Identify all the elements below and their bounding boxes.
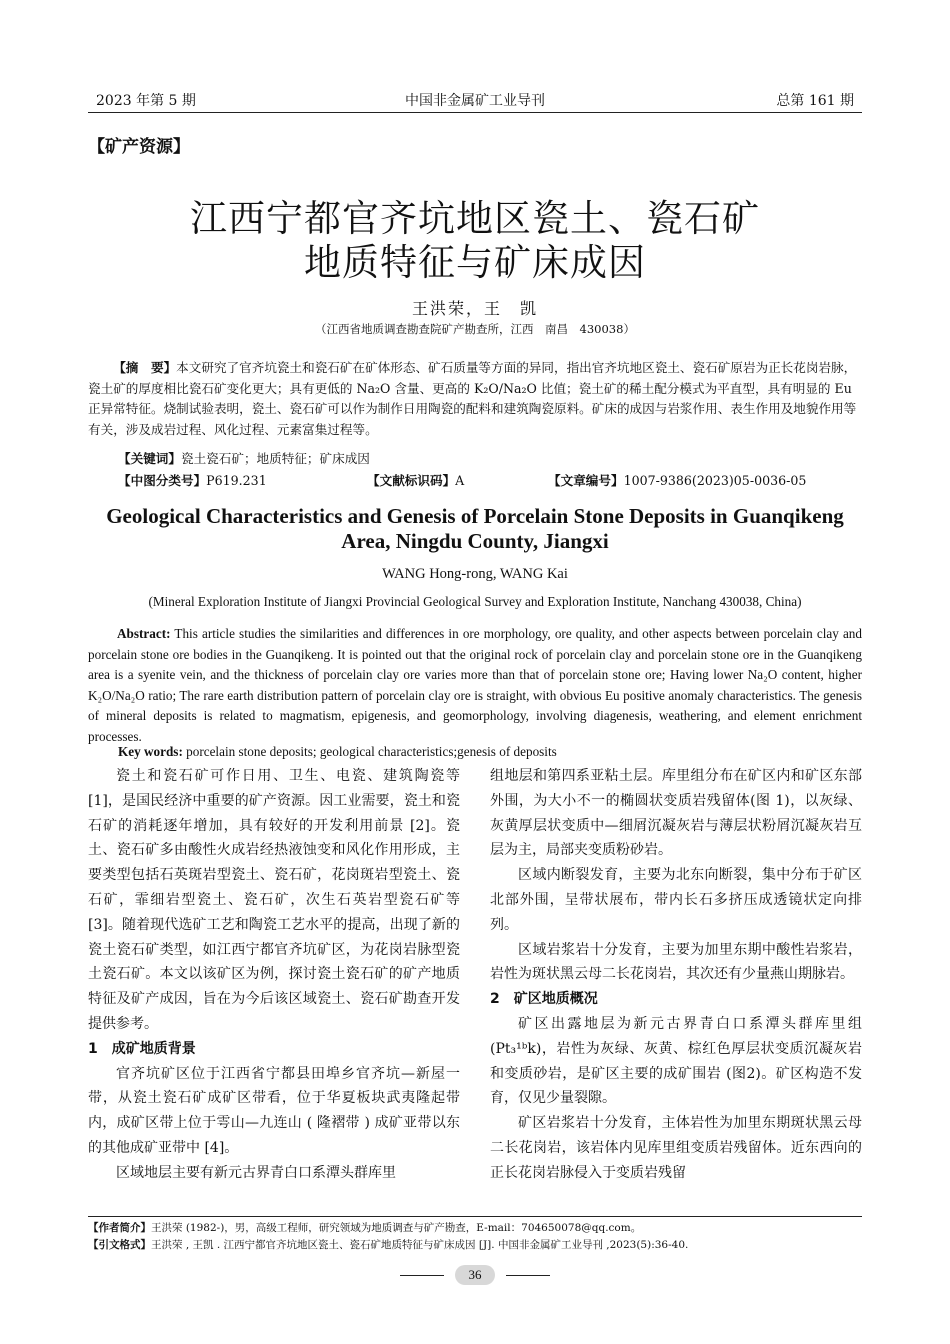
abstract-en [88, 624, 862, 747]
page-number: 36 [455, 1265, 495, 1285]
doc-label: 【文献标识码】 [367, 473, 456, 488]
authors-en: WANG Hong-rong, WANG Kai [382, 566, 568, 582]
doc-value: A [455, 473, 465, 488]
body-paragraph: 矿区岩浆岩十分发育，主体岩性为加里东期斑状黑云母二长花岗岩，该岩体内见库里组变质岩残留体。近东西向的正长花岗岩脉侵入于变质岩残留 [490, 1115, 862, 1181]
title-en-line1: Geological Characteristics and Genesis of Porcelain Stone Deposits in Guanqikeng [106, 504, 844, 528]
body-paragraph: 区域岩浆岩十分发育，主要为加里东期中酸性岩浆岩，岩性为斑状黑云母二长花岗岩，其次还有少量燕山期脉岩。 [490, 941, 862, 983]
section-heading-2: 2 矿区地质概况 [490, 991, 598, 1008]
body-paragraph: 组地层和第四系亚粘土层。库里组分布在矿区内和矿区东部外围，为大小不一的椭圆状变质岩残留体(图 1)，以灰绿、灰黄厚层状变质中—细屑沉凝灰岩与薄层状粉屑沉凝灰岩互层为主，局部夹变质粉砂岩。 [490, 768, 862, 859]
footnote-cite-label: 【引文格式】 [88, 1239, 151, 1251]
keywords-cn [118, 448, 370, 467]
article-number [548, 470, 806, 489]
footnote-author-label: 【作者简介】 [88, 1222, 151, 1234]
keywords-cn-label: 【关键词】 [118, 451, 181, 466]
abstract-cn-label: 【摘 要】 [113, 360, 177, 375]
abstract-en-text: This article studies the similarities and differences in ore morphology, ore quality, and other aspects between porcelain clay and porcelain stone ore bodies in the Guanqikeng. It is pointed out that the original rock of porcelain clay and porcelain stone ore in the Guanqikeng area is a syenite vein, and the thickness of porcelain clay ore varies more than that of porcelain stone ore; Having lower Na₂O content, higher K₂O/Na₂O ratio; The rare earth distribution pattern of porcelain clay ore is straight, with obvious Eu positive anomaly characteristics. The genesis of mineral deposits is related to magmatism, epigenesis, and geomorphology, involving diagenesis, weathering, and element enrichment processes. [88, 626, 862, 744]
page-number-rule-right [506, 1275, 550, 1276]
body-paragraph: 区域内断裂发育，主要为北东向断裂，集中分布于矿区北部外围，呈带状展布，带内长石多挤压成透镜状定向排列。 [490, 867, 862, 933]
header-rule [88, 112, 862, 113]
header-total: 总第 161 期 [776, 93, 854, 109]
affiliation-en: (Mineral Exploration Institute of Jiangxi Provincial Geological Survey and Exploration Institute, Nanchang 430038, China) [148, 594, 802, 609]
header-journal: 中国非金属矿工业导刊 [405, 93, 545, 109]
footnote-citation [88, 1237, 688, 1252]
abstract-cn-text: 本文研究了官齐坑瓷土和瓷石矿在矿体形态、矿石质量等方面的异同，指出官齐坑地区瓷土、瓷石矿原岩为正长花岗岩脉，瓷土矿的厚度相比瓷石矿变化更大；具有更低的 Na₂O 含量、更高的 K₂O/Na₂O 比值；瓷土矿的稀土配分模式为平直型，具有明显的 Eu 正异常特征。烧制试验表明，瓷土、瓷石矿可以作为制作日用陶瓷的配料和建筑陶瓷原料。矿床的成因与岩浆作用、表生作用及地貌作用等有关，涉及成岩过程、风化过程、元素富集过程等。 [88, 360, 857, 437]
keywords-en-text: porcelain stone deposits; geological characteristics;genesis of deposits [186, 744, 557, 759]
abstract-cn [88, 358, 862, 440]
section-tag: 【矿产资源】 [88, 137, 190, 157]
art-label: 【文章编号】 [548, 473, 624, 488]
body-paragraph: 区域地层主要有新元古界青白口系潭头群库里 [116, 1164, 396, 1181]
body-paragraph: 官齐坑矿区位于江西省宁都县田埠乡官齐坑—新屋一带，从瓷土瓷石矿成矿区带看，位于华夏板块武夷隆起带内，成矿区带上位于雩山—九连山 ( 隆褶带 ) 成矿亚带以东的其他成矿亚带中 [4]。 [88, 1065, 460, 1156]
keywords-en [118, 744, 557, 760]
clc-number [118, 470, 267, 489]
footnote-rule [88, 1216, 862, 1217]
title-cn-line1: 江西宁都官齐坑地区瓷土、瓷石矿 [190, 197, 760, 240]
body-right-column [490, 764, 862, 1186]
title-en-line2: Area, Ningdu County, Jiangxi [341, 529, 609, 553]
page-number-rule-left [400, 1275, 444, 1276]
clc-label: 【中图分类号】 [118, 473, 207, 488]
header-issue: 2023 年第 5 期 [96, 93, 196, 109]
keywords-cn-text: 瓷土瓷石矿；地质特征；矿床成因 [180, 451, 370, 466]
affiliation-cn: （江西省地质调查勘查院矿产勘查所，江西 南昌 430038） [315, 322, 635, 336]
title-cn-line2: 地质特征与矿床成因 [304, 241, 646, 284]
section-heading-1: 1 成矿地质背景 [88, 1040, 196, 1057]
art-value: 1007-9386(2023)05-0036-05 [623, 473, 807, 488]
abstract-en-label: Abstract: [117, 626, 171, 641]
body-paragraph: 瓷土和瓷石矿可作日用、卫生、电瓷、建筑陶瓷等 [1]，是国民经济中重要的矿产资源。因工业需要，瓷土和瓷石矿的消耗逐年增加，具有较好的开发利用前景 [2]。瓷土、瓷石矿多由酸性火成岩经热液蚀变和风化作用形成，主要类型包括石英斑岩型瓷土、瓷石矿，花岗斑岩型瓷土、瓷石矿，霏细岩型瓷土、瓷石矿，次生石英岩型瓷石矿等 [3]。随着现代选矿工艺和陶瓷工艺水平的提高，出现了新的瓷土瓷石矿类型，如江西宁都官齐坑矿区，为花岗岩脉型瓷土瓷石矿。本文以该矿区为例，探讨瓷土瓷石矿的矿产地质特征及矿产成因，旨在为今后该区域瓷土、瓷石矿勘查开发提供参考。 [88, 768, 460, 1032]
keywords-en-label: Key words: [118, 744, 183, 759]
body-paragraph: 矿区出露地层为新元古界青白口系潭头群库里组 (Pt₃¹ᵇk)，岩性为灰绿、灰黄、棕红色厚层状变质沉凝灰岩和变质砂岩，是矿区主要的成矿围岩 (图2)。矿区构造不发育，仅见少量裂隙。 [490, 1015, 862, 1107]
clc-value: P619.231 [206, 473, 267, 488]
authors-cn: 王洪荣，王 凯 [411, 299, 538, 318]
footnote-author [88, 1220, 641, 1235]
doc-code [367, 470, 464, 489]
title-en [88, 504, 862, 554]
footnote-author-text: 王洪荣 (1982-)，男，高级工程师，研究领域为地质调查与矿产勘查，E-mail：704650078@qq.com。 [151, 1222, 642, 1234]
footnote-cite-text: 王洪荣 , 王凯 . 江西宁都官齐坑地区瓷土、瓷石矿地质特征与矿床成因 [J]. 中国非金属矿工业导刊 ,2023(5):36-40. [151, 1239, 689, 1251]
body-left-column [88, 764, 460, 1186]
